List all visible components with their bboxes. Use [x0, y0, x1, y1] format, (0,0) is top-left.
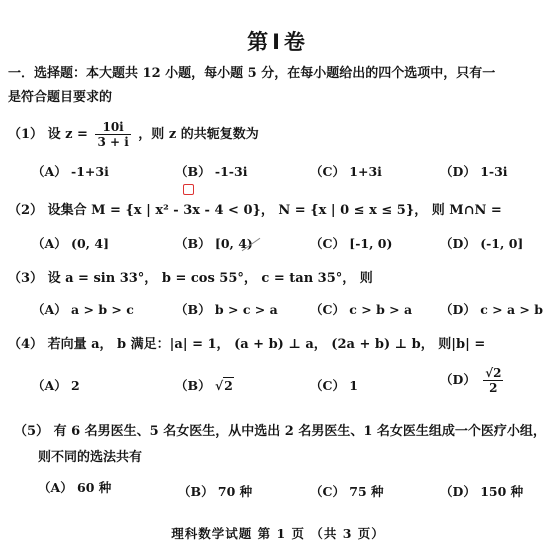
option-b: [175, 376, 234, 394]
option-c: （C） [-1, 0): [310, 236, 393, 251]
section-header-line2: 是符合题目要求的: [8, 90, 113, 105]
page-footer: 理科数学试题 第 1 页 （共 3 页）: [171, 526, 385, 541]
radicand: 2: [224, 378, 233, 393]
fraction-numerator: √2: [485, 366, 502, 380]
option-d: [440, 366, 506, 395]
question-text: 有 6 名男医生、5 名女医生，从中选出 2 名男医生、1 名女医生组成一个医疗小组，: [53, 424, 546, 439]
option-label: （B）: [175, 378, 211, 393]
fraction: [483, 366, 503, 395]
question-5-stem-line2: 则不同的选法共有: [38, 450, 143, 465]
question-number: （2）: [8, 203, 44, 218]
question-number: （1）: [8, 127, 44, 142]
option-a: （A） 2: [32, 378, 80, 393]
page-title: 第Ⅰ卷: [247, 30, 309, 54]
option-c: （C） 1: [310, 378, 358, 393]
question-text: ，则 z 的共轭复数为: [138, 127, 259, 142]
option-c: （C） c > b > a: [310, 302, 413, 317]
question-5-stem-line1: [14, 420, 546, 439]
option-d: （D） 1-3i: [440, 164, 508, 179]
option-d: （D） (-1, 0]: [440, 236, 524, 251]
option-d: （D） c > a > b: [440, 302, 543, 317]
square-root: √2: [214, 378, 233, 393]
question-number: （4）: [8, 337, 44, 352]
section-header-line1: 一．选择题：本大题共 12 小题，每小题 5 分，在每小题给出的四个选项中，只有一: [8, 66, 496, 81]
option-c: （C） 75 种: [310, 484, 384, 499]
option-b: （B） b > c > a: [175, 302, 278, 317]
question-3-stem: [8, 267, 373, 286]
question-2-stem: [8, 199, 502, 218]
option-a: （A） 60 种: [38, 480, 112, 495]
option-a: （A） -1+3i: [32, 164, 109, 179]
option-label: （D）: [440, 372, 476, 387]
fraction-numerator: 10i: [95, 120, 130, 135]
question-text: 设集合 M = {x | x² - 3x - 4 < 0}， N = {x | 0 ≤ x ≤ 5}， 则 M∩N =: [47, 203, 502, 218]
question-number: （3）: [8, 271, 44, 286]
option-a: （A） a > b > c: [32, 302, 134, 317]
question-number: （5）: [14, 424, 50, 439]
question-text: 设 a = sin 33°， b = cos 55°， c = tan 35°， 则: [47, 271, 373, 286]
option-d: （D） 150 种: [440, 484, 524, 499]
fraction-denominator: 2: [489, 381, 498, 395]
option-b: （B） -1-3i: [175, 164, 248, 179]
option-a: （A） (0, 4]: [32, 236, 109, 251]
question-4-stem: [8, 333, 485, 352]
red-pen-mark: [183, 184, 194, 195]
question-1-stem: [8, 120, 259, 149]
question-text: 若向量 a， b 满足：|a| = 1， (a + b) ⊥ a， (2a + b) ⊥ b， 则|b| =: [47, 337, 486, 352]
option-b: （B） 70 种: [178, 484, 253, 499]
fraction-denominator: 3 + i: [97, 135, 129, 149]
option-c: （C） 1+3i: [310, 164, 382, 179]
option-b: （B） [0, 4): [175, 236, 253, 251]
fraction: [95, 120, 130, 149]
question-text: 设 z =: [47, 127, 88, 142]
